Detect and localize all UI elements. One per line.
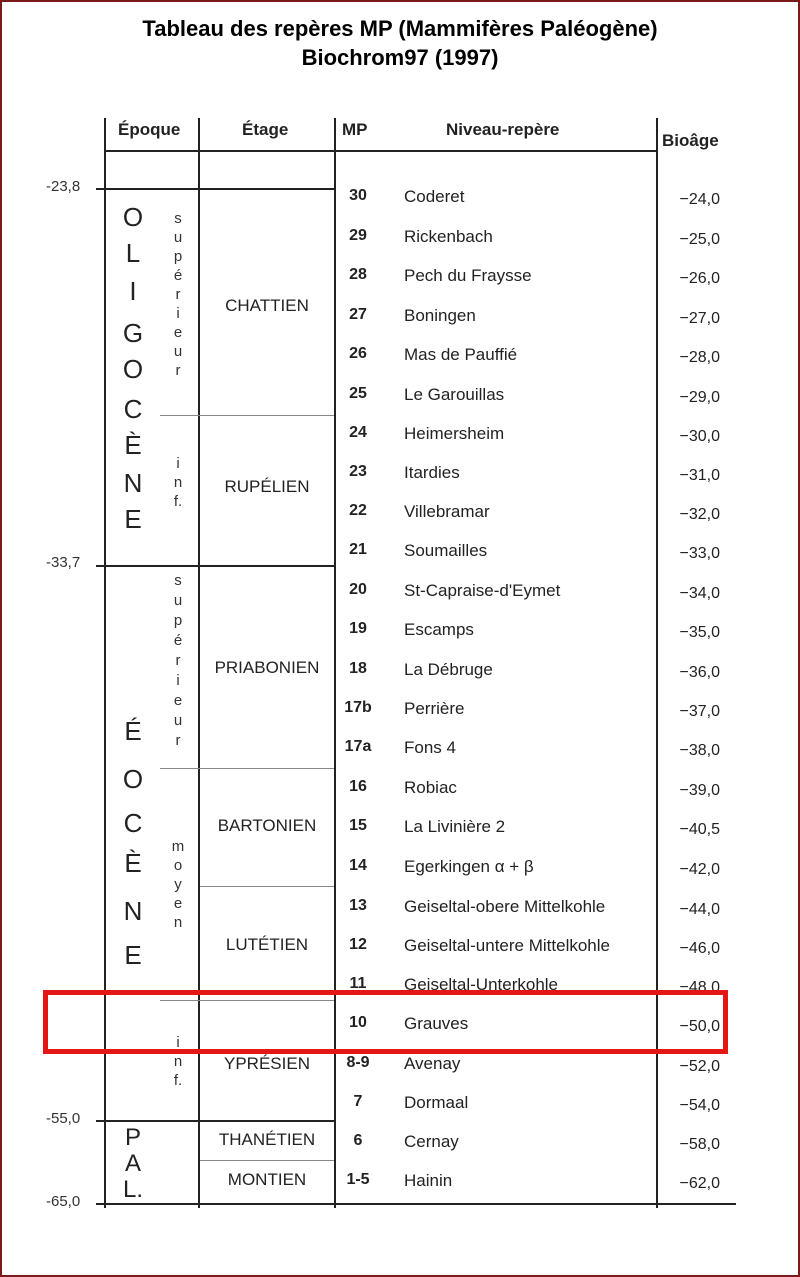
stage-divider xyxy=(200,886,334,887)
stage-label: BARTONIEN xyxy=(217,816,317,835)
mp-number: 28 xyxy=(349,266,367,283)
subdivision-letter: p xyxy=(173,612,183,629)
reference-site: Fons 4 xyxy=(404,738,456,757)
bioage-value: −36,0 xyxy=(679,664,720,681)
stage-label: THANÉTIEN xyxy=(218,1130,316,1149)
stage-label: MONTIEN xyxy=(227,1170,307,1189)
subdivision-letter: f. xyxy=(173,493,183,510)
header-mp: MP xyxy=(342,120,368,139)
bioage-value: −28,0 xyxy=(679,349,720,366)
title-line-1: Tableau des repères MP (Mammifères Paléogène) xyxy=(142,16,658,41)
mp-number: 30 xyxy=(349,187,367,204)
reference-site: Perrière xyxy=(404,699,465,718)
epoch-letter: E xyxy=(124,504,142,534)
subdivision-letter: s xyxy=(174,572,182,589)
highlight-box xyxy=(43,990,728,1054)
subdivision-letter: é xyxy=(173,632,183,649)
epoch-letter: N xyxy=(123,896,143,926)
bioage-value: −26,0 xyxy=(679,270,720,287)
subdivision-letter: n xyxy=(173,1053,183,1070)
bioage-value: −34,0 xyxy=(679,585,720,602)
header-bioage: Bioâge xyxy=(662,131,719,150)
reference-site: La Débruge xyxy=(404,660,493,679)
epoch-letter: A xyxy=(124,1150,141,1177)
reference-site: Villebramar xyxy=(404,502,490,521)
stage-label: PRIABONIEN xyxy=(214,658,320,677)
subdivision-letter: n xyxy=(173,474,183,491)
subdivision-letter: i xyxy=(176,305,180,322)
bioage-value: −32,0 xyxy=(679,506,720,523)
subdivision-letter: r xyxy=(175,732,181,749)
epoch-letter: L. xyxy=(122,1176,143,1203)
subdivision-letter: é xyxy=(173,267,183,284)
subdivision-letter: y xyxy=(174,876,182,893)
subdivision-letter: n xyxy=(173,914,183,931)
mp-number: 16 xyxy=(349,778,367,795)
bioage-value: −33,0 xyxy=(679,545,720,562)
reference-site: Coderet xyxy=(404,187,465,206)
mp-number: 21 xyxy=(349,541,367,558)
reference-site: St-Capraise-d'Eymet xyxy=(404,581,561,600)
year-mark: -55,0 xyxy=(46,1110,81,1127)
mp-number: 14 xyxy=(349,857,367,874)
mp-number: 27 xyxy=(349,306,367,323)
reference-site: Robiac xyxy=(404,778,457,797)
bioage-value: −62,0 xyxy=(679,1175,720,1192)
reference-site: Pech du Fraysse xyxy=(404,266,532,285)
bioage-value: −25,0 xyxy=(679,231,720,248)
subdivision-letter: e xyxy=(173,692,183,709)
epoch-letter: E xyxy=(124,940,142,970)
bioage-value: −50,0 xyxy=(679,1018,720,1035)
mp-number: 25 xyxy=(349,385,367,402)
subdivision-letter: r xyxy=(175,286,181,303)
subdivision-letter: u xyxy=(173,592,183,609)
subdivision-letter: e xyxy=(173,324,183,341)
mp-number: 17b xyxy=(344,699,372,716)
mp-number: 10 xyxy=(349,1014,367,1031)
bioage-value: −54,0 xyxy=(679,1097,720,1114)
epoch-letter: P xyxy=(124,1124,141,1151)
subdivision-letter: o xyxy=(173,857,183,874)
reference-site: Itardies xyxy=(404,463,460,482)
mp-number: 22 xyxy=(349,502,367,519)
reference-site: Escamps xyxy=(404,620,474,639)
mp-number: 7 xyxy=(353,1093,363,1110)
epoch-boundary xyxy=(96,188,336,190)
subdivision-letter: u xyxy=(173,712,183,729)
mp-number: 11 xyxy=(349,975,367,992)
subdivision-letter: s xyxy=(174,210,182,227)
epoch-letter: O xyxy=(122,202,144,232)
bioage-value: −24,0 xyxy=(679,191,720,208)
stage-label: CHATTIEN xyxy=(225,296,309,315)
mp-number: 24 xyxy=(349,424,367,441)
bioage-value: −38,0 xyxy=(679,742,720,759)
bioage-value: −37,0 xyxy=(679,703,720,720)
reference-site: Avenay xyxy=(404,1054,461,1073)
bioage-value: −27,0 xyxy=(679,310,720,327)
header-epoque: Époque xyxy=(118,120,181,139)
mp-number: 18 xyxy=(349,660,367,677)
reference-site: Soumailles xyxy=(404,541,488,560)
reference-site: Rickenbach xyxy=(404,227,493,246)
epoch-letter: L xyxy=(125,238,141,268)
title-line-2: Biochrom97 (1997) xyxy=(301,45,499,70)
reference-site: La Livinière 2 xyxy=(404,817,506,836)
reference-site: Boningen xyxy=(404,306,476,325)
mp-number: 12 xyxy=(349,936,367,953)
bioage-value: −42,0 xyxy=(679,861,720,878)
mp-number: 26 xyxy=(349,345,367,362)
bioage-value: −31,0 xyxy=(679,467,720,484)
mp-number: 19 xyxy=(349,620,367,637)
reference-site: Geiseltal-Unterkohle xyxy=(404,975,559,994)
stage-label: RUPÉLIEN xyxy=(224,477,310,496)
subdivision-letter: r xyxy=(175,652,181,669)
epoch-letter: O xyxy=(122,354,144,384)
subdivision-letter: p xyxy=(173,248,183,265)
mp-number: 29 xyxy=(349,227,367,244)
reference-site: Mas de Pauffié xyxy=(404,345,518,364)
stage-label: YPRÉSIEN xyxy=(224,1054,310,1073)
epoch-letter: N xyxy=(123,468,143,498)
year-mark: -23,8 xyxy=(46,178,81,195)
epoch-boundary xyxy=(96,1120,336,1122)
reference-site: Egerkingen α + β xyxy=(404,857,534,876)
reference-site: Hainin xyxy=(404,1171,453,1190)
stage-divider xyxy=(160,415,334,416)
epoch-boundary xyxy=(96,565,336,567)
subdivision-letter: u xyxy=(173,229,183,246)
bioage-value: −39,0 xyxy=(679,782,720,799)
bioage-value: −44,0 xyxy=(679,901,720,918)
bioage-value: −58,0 xyxy=(679,1136,720,1153)
reference-site: Geiseltal-untere Mittelkohle xyxy=(404,936,610,955)
subdivision-letter: u xyxy=(173,343,183,360)
bioage-value: −30,0 xyxy=(679,428,720,445)
subdivision-letter: m xyxy=(171,838,185,855)
mp-number: 15 xyxy=(349,817,367,834)
subdivision-letter: r xyxy=(175,362,181,379)
mp-number: 8-9 xyxy=(346,1054,370,1071)
mp-number: 17a xyxy=(344,738,372,755)
mp-number: 13 xyxy=(349,897,367,914)
header-niveau: Niveau-repère xyxy=(446,120,560,139)
stage-label: LUTÉTIEN xyxy=(225,935,309,954)
subdivision-letter: e xyxy=(173,895,183,912)
epoch-letter: C xyxy=(123,808,143,838)
mp-number: 1-5 xyxy=(346,1171,370,1188)
epoch-letter: G xyxy=(122,318,144,348)
subdivision-letter: i xyxy=(176,1034,180,1051)
epoch-letter: È xyxy=(124,430,142,460)
subdivision-letter: f. xyxy=(173,1072,183,1089)
reference-site: Grauves xyxy=(404,1014,469,1033)
mp-number: 23 xyxy=(349,463,367,480)
stage-divider xyxy=(160,768,334,769)
epoch-letter: O xyxy=(122,764,144,794)
reference-site: Heimersheim xyxy=(404,424,505,443)
header-rule xyxy=(104,150,656,152)
bioage-value: −40,5 xyxy=(679,821,720,838)
epoch-letter: C xyxy=(123,394,143,424)
stage-divider xyxy=(200,1160,334,1161)
year-mark: -33,7 xyxy=(46,554,81,571)
epoch-letter: È xyxy=(124,848,142,878)
bioage-value: −46,0 xyxy=(679,940,720,957)
year-mark: -65,0 xyxy=(46,1193,81,1210)
subdivision-letter: i xyxy=(176,455,180,472)
reference-site: Cernay xyxy=(404,1132,459,1151)
page-title xyxy=(0,14,800,72)
epoch-letter: É xyxy=(124,716,142,746)
bioage-value: −48,0 xyxy=(679,979,720,996)
reference-site: Geiseltal-obere Mittelkohle xyxy=(404,897,606,916)
reference-site: Dormaal xyxy=(404,1093,469,1112)
subdivision-letter: i xyxy=(176,672,180,689)
bioage-value: −52,0 xyxy=(679,1058,720,1075)
table-border-bottom xyxy=(96,1203,736,1205)
mp-number: 6 xyxy=(353,1132,363,1149)
bioage-value: −29,0 xyxy=(679,389,720,406)
bioage-value: −35,0 xyxy=(679,624,720,641)
header-etage: Étage xyxy=(242,120,289,139)
epoch-letter: I xyxy=(129,276,137,306)
reference-site: Le Garouillas xyxy=(404,385,505,404)
mp-number: 20 xyxy=(349,581,367,598)
